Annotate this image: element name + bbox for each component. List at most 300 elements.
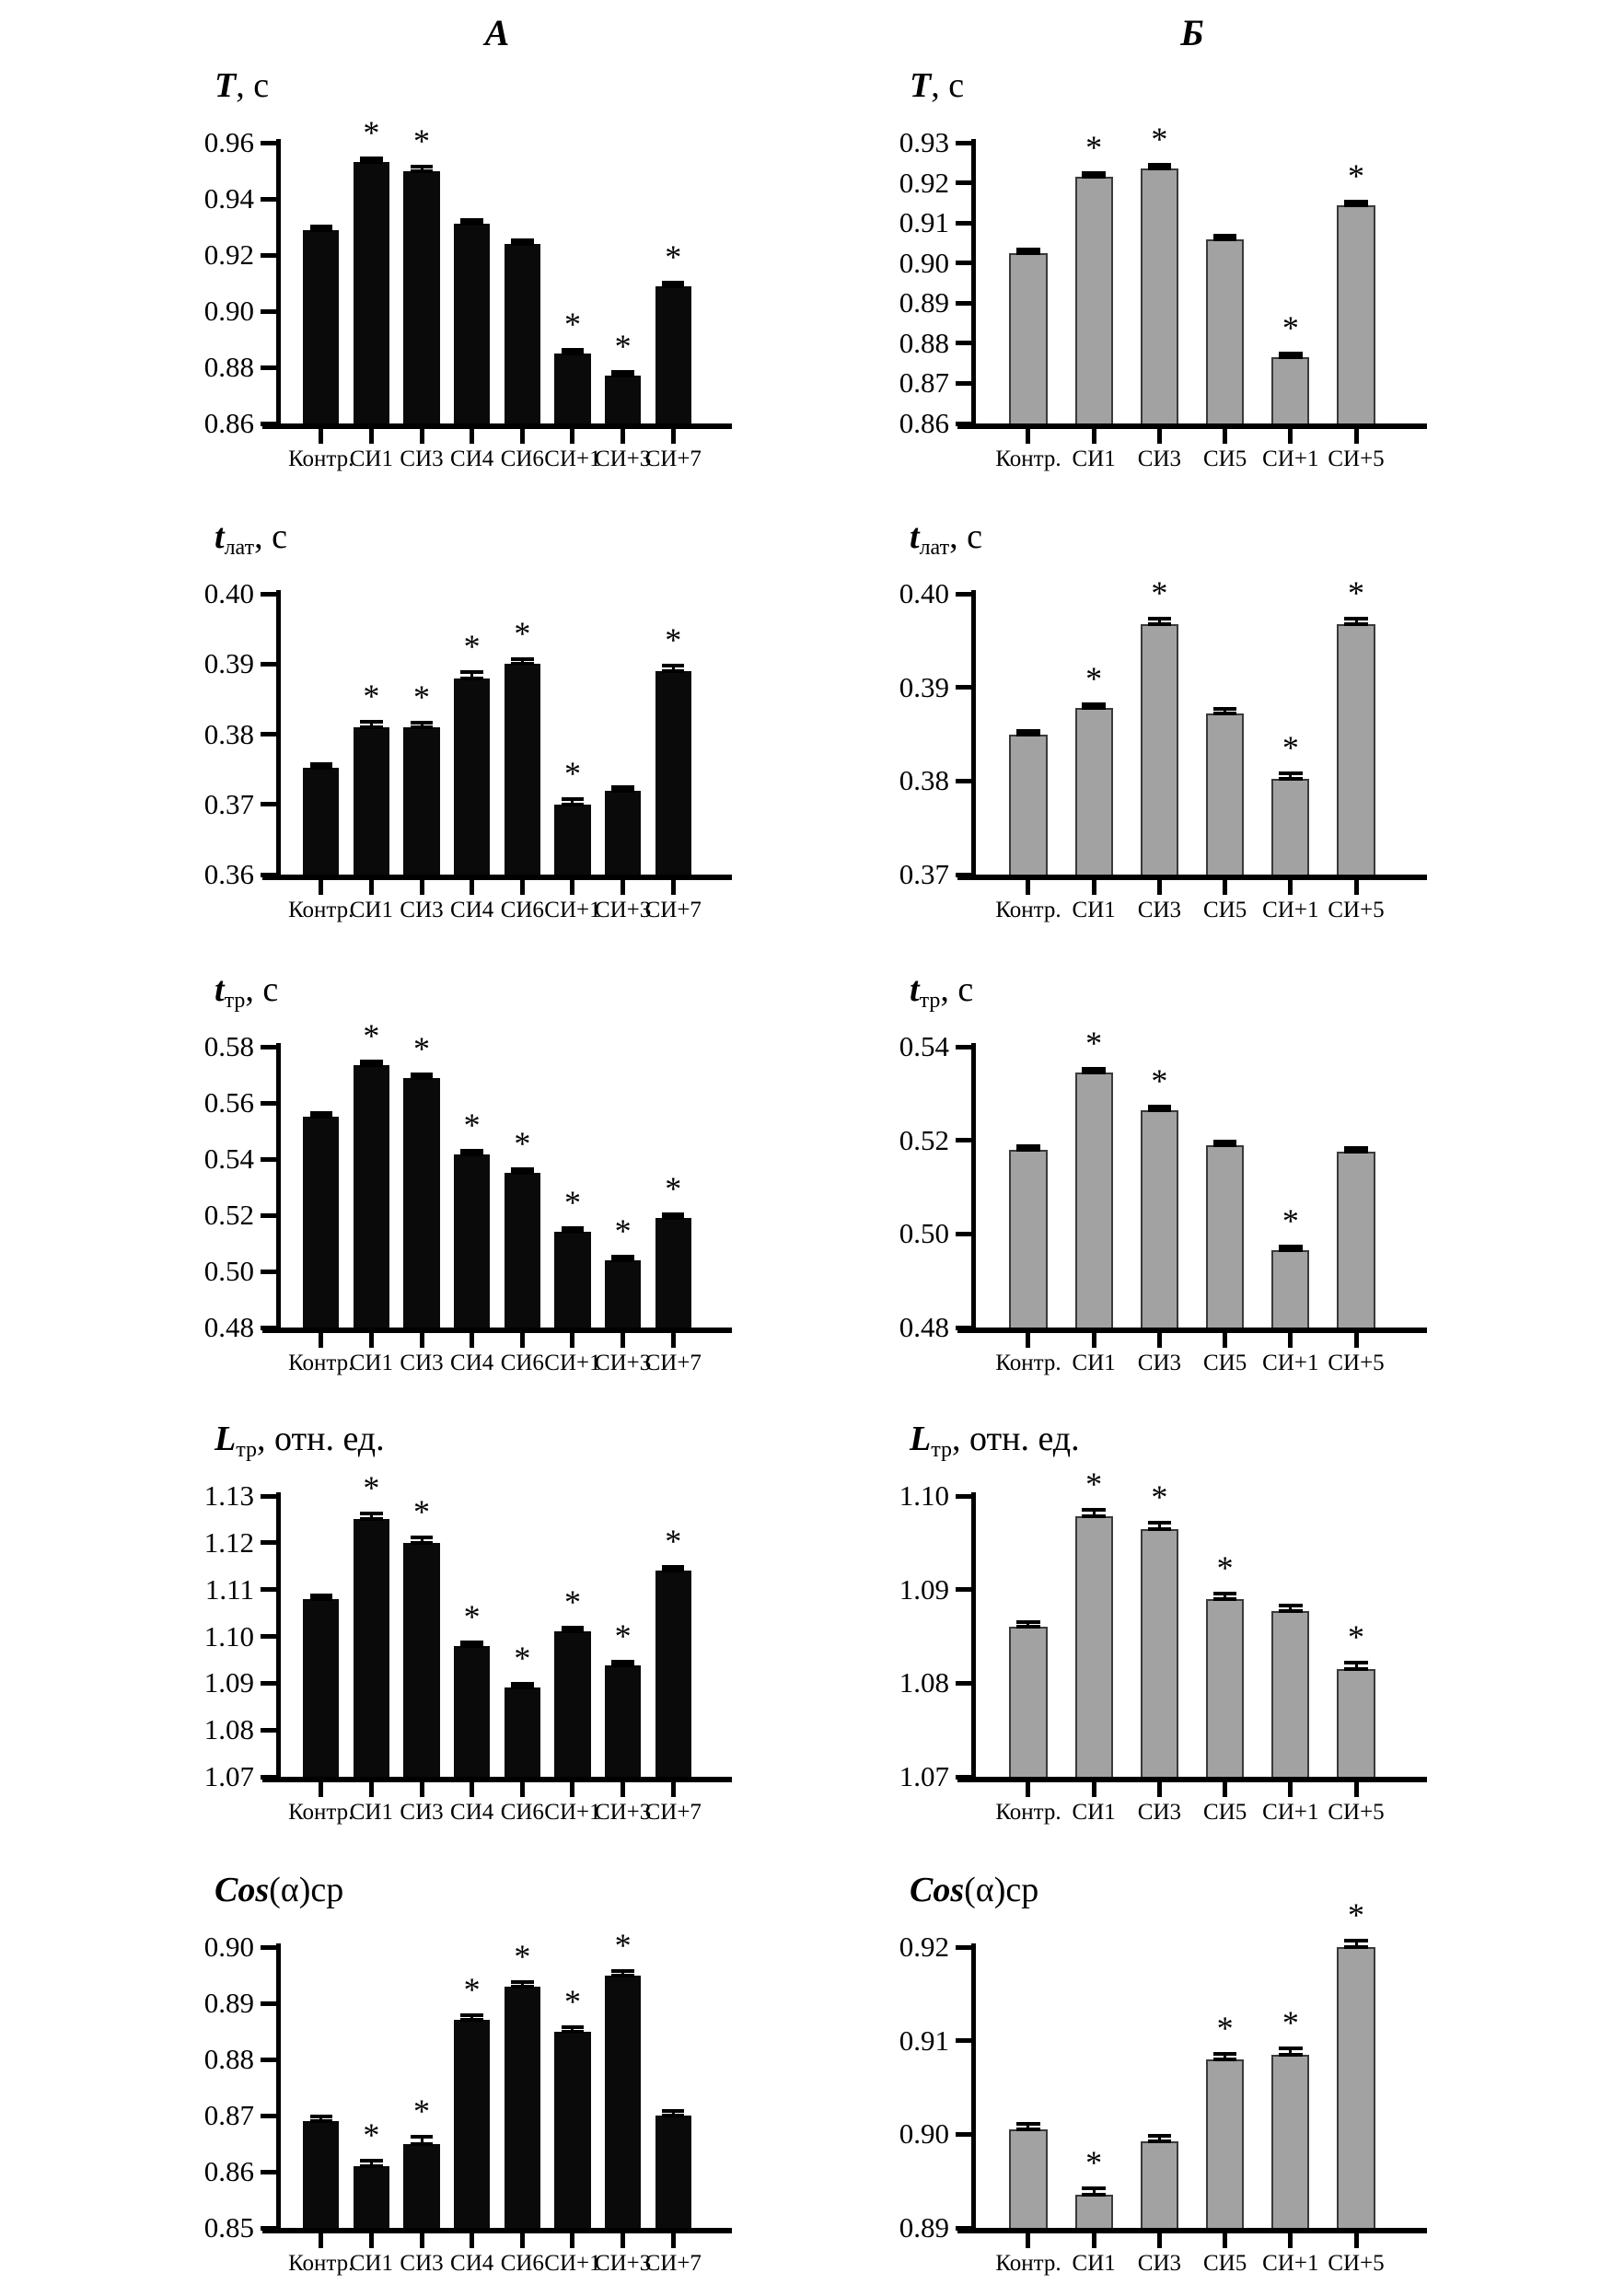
- significance-asterisk: *: [514, 1640, 531, 1677]
- chart-title-main: L: [215, 1420, 237, 1458]
- chart-title: [215, 1870, 343, 1914]
- y-axis-tick: [956, 2226, 971, 2231]
- y-axis: [971, 139, 976, 427]
- error-bar-base-cap: [1148, 2139, 1172, 2143]
- plot-area: [899, 121, 1409, 471]
- x-axis-tick: [420, 429, 424, 444]
- significance-asterisk: *: [563, 305, 581, 342]
- significance-asterisk: *: [614, 328, 632, 365]
- x-axis-tick: [520, 1782, 525, 1797]
- error-bar-base-cap: [310, 2119, 332, 2123]
- error-bar-cap: [1016, 2122, 1040, 2126]
- error-bar-base-cap: [310, 1597, 332, 1601]
- y-axis-tick: [956, 341, 971, 345]
- bar-СИ+5: [1337, 624, 1375, 875]
- error-bar-cap: [662, 664, 684, 667]
- y-axis-tick: [261, 197, 276, 202]
- error-bar-base-cap: [460, 677, 482, 680]
- y-axis-tick: [261, 1587, 276, 1592]
- significance-asterisk: *: [1085, 659, 1103, 697]
- y-tick-label: 0.89: [899, 286, 949, 319]
- y-axis-tick: [261, 662, 276, 667]
- error-bar-cap: [360, 1512, 382, 1515]
- chart-title-sub: тр: [931, 1438, 952, 1462]
- chart-title-unit: , с: [940, 970, 974, 1009]
- y-axis-tick: [261, 2058, 276, 2062]
- x-axis-tick: [570, 880, 574, 895]
- x-axis-tick: [1288, 1782, 1293, 1797]
- y-axis-tick: [261, 141, 276, 145]
- x-axis-tick: [621, 880, 625, 895]
- x-axis-tick: [621, 1333, 625, 1348]
- error-bar-base-cap: [411, 1541, 433, 1545]
- error-bar-base-cap: [1082, 175, 1106, 179]
- bar-СИ4: [454, 678, 490, 875]
- x-category-label: Контр.: [288, 898, 354, 922]
- y-axis-tick: [261, 1101, 276, 1106]
- significance-asterisk: *: [1151, 1061, 1168, 1099]
- y-axis-tick: [956, 1587, 971, 1592]
- chart-title: [910, 969, 973, 1014]
- y-tick-label: 0.39: [203, 647, 254, 680]
- x-category-label: СИ5: [1202, 1351, 1247, 1375]
- x-category-label: Контр.: [288, 446, 354, 471]
- significance-asterisk: *: [413, 2093, 431, 2130]
- plot-area: [899, 1896, 1409, 2276]
- error-bar-cap: [511, 657, 533, 661]
- error-bar-base-cap: [1344, 203, 1368, 207]
- error-bar-base-cap: [511, 242, 533, 246]
- chart-title-unit: (α)ср: [269, 1871, 344, 1909]
- bar-СИ5: [1206, 2059, 1244, 2228]
- error-bar-base-cap: [662, 669, 684, 673]
- significance-asterisk: *: [413, 1492, 431, 1530]
- y-axis-tick: [261, 732, 276, 736]
- bar-СИ5: [1206, 1599, 1244, 1777]
- y-axis-tick: [261, 1728, 276, 1733]
- x-category-label: СИ+7: [644, 446, 702, 471]
- x-category-label: Контр.: [995, 446, 1061, 471]
- bar-СИ1: [1075, 177, 1113, 423]
- x-category-label: СИ+5: [1328, 446, 1385, 471]
- x-axis-tick: [1026, 2233, 1030, 2248]
- y-axis-tick: [261, 1634, 276, 1639]
- significance-asterisk: *: [1216, 1548, 1234, 1586]
- y-axis: [971, 1043, 976, 1331]
- error-bar-cap: [411, 165, 433, 168]
- error-bar-base-cap: [460, 2018, 482, 2022]
- plot-area: [899, 1024, 1409, 1375]
- y-tick-label: 0.38: [899, 764, 949, 797]
- x-axis-tick: [369, 1333, 374, 1348]
- error-bar-base-cap: [1213, 1597, 1237, 1601]
- x-axis-tick: [319, 1782, 323, 1797]
- x-axis-tick: [1092, 2233, 1096, 2248]
- error-bar-base-cap: [1016, 1148, 1040, 1152]
- bar-СИ+1: [554, 354, 590, 423]
- error-bar-base-cap: [411, 725, 433, 729]
- x-axis-tick: [621, 1782, 625, 1797]
- x-category-label: СИ3: [1137, 2251, 1181, 2276]
- significance-asterisk: *: [413, 122, 431, 159]
- error-bar-base-cap: [360, 725, 382, 729]
- bar-СИ4: [454, 1646, 490, 1777]
- error-bar-base-cap: [1344, 622, 1368, 626]
- error-bar-base-cap: [1082, 706, 1106, 710]
- y-axis-tick: [956, 381, 971, 386]
- x-category-label: СИ+1: [544, 898, 601, 922]
- error-bar-base-cap: [511, 1686, 533, 1689]
- error-bar-cap: [1082, 1508, 1106, 1512]
- y-tick-label: 1.10: [899, 1479, 949, 1512]
- error-bar-base-cap: [662, 2114, 684, 2117]
- chart-title: [910, 1419, 1080, 1463]
- error-bar-cap: [1344, 1661, 1368, 1664]
- y-tick-label: 0.54: [203, 1142, 254, 1175]
- x-category-label: Контр.: [995, 898, 1061, 922]
- error-bar-base-cap: [562, 803, 584, 806]
- plot-area: [203, 1469, 713, 1825]
- y-axis: [276, 1943, 281, 2232]
- x-category-label: СИ+7: [644, 898, 702, 922]
- x-category-label: СИ3: [1137, 898, 1181, 922]
- error-bar-cap: [662, 2109, 684, 2113]
- significance-asterisk: *: [463, 1597, 481, 1635]
- x-axis-tick: [520, 429, 525, 444]
- y-tick-label: 0.90: [899, 2117, 949, 2151]
- x-axis-tick: [570, 1782, 574, 1797]
- error-bar-cap: [1016, 1620, 1040, 1624]
- x-axis-tick: [1223, 1333, 1227, 1348]
- x-category-label: СИ+1: [544, 2251, 601, 2276]
- y-axis-tick: [956, 685, 971, 690]
- bar-СИ3: [1141, 624, 1178, 875]
- x-category-label: СИ3: [400, 2251, 444, 2276]
- x-axis-tick: [1026, 1782, 1030, 1797]
- bar-СИ+1: [1271, 1611, 1309, 1777]
- x-category-label: СИ6: [500, 1800, 544, 1825]
- x-axis-tick: [570, 2233, 574, 2248]
- chart-title: [910, 65, 964, 110]
- x-axis-tick: [1092, 880, 1096, 895]
- y-axis-tick: [956, 301, 971, 306]
- x-axis-tick: [1092, 1782, 1096, 1797]
- significance-asterisk: *: [463, 1106, 481, 1143]
- x-category-label: СИ+1: [544, 1351, 601, 1375]
- y-tick-label: 1.09: [203, 1666, 254, 1699]
- bar-Контр.: [303, 230, 339, 423]
- x-axis-tick: [520, 880, 525, 895]
- error-bar-base-cap: [562, 352, 584, 355]
- significance-asterisk: *: [665, 1170, 682, 1208]
- y-axis-tick: [956, 180, 971, 185]
- chart-cell-cos-b: [829, 1855, 1473, 2295]
- y-axis-tick: [956, 1045, 971, 1049]
- y-tick-label: 0.56: [203, 1086, 254, 1119]
- error-bar-base-cap: [1016, 2128, 1040, 2131]
- significance-asterisk: *: [1085, 1466, 1103, 1503]
- y-tick-label: 0.92: [203, 238, 254, 271]
- x-axis-tick: [420, 2233, 424, 2248]
- x-category-label: Контр.: [995, 2251, 1061, 2276]
- x-axis-tick: [1223, 429, 1227, 444]
- x-axis-tick: [369, 1782, 374, 1797]
- significance-asterisk: *: [665, 1523, 682, 1560]
- bar-СИ+7: [655, 1218, 691, 1328]
- chart-title-sub: тр: [236, 1438, 257, 1462]
- error-bar-cap: [1213, 1592, 1237, 1595]
- x-category-label: СИ5: [1202, 446, 1247, 471]
- y-tick-label: 1.09: [899, 1572, 949, 1606]
- x-category-label: СИ3: [1137, 1351, 1181, 1375]
- bar-СИ3: [1141, 168, 1178, 423]
- error-bar-base-cap: [1213, 2058, 1237, 2061]
- chart-cell-cos-a: [133, 1855, 778, 2295]
- error-bar-cap: [511, 1980, 533, 1984]
- chart-title-main: t: [910, 517, 920, 556]
- error-bar-base-cap: [662, 284, 684, 288]
- bar-СИ3: [1141, 1110, 1178, 1328]
- error-bar-base-cap: [611, 1974, 633, 1977]
- error-bar-base-cap: [611, 789, 633, 793]
- bar-СИ+1: [1271, 357, 1309, 423]
- bar-СИ5: [1206, 1145, 1244, 1328]
- error-bar-cap: [411, 1536, 433, 1539]
- x-category-label: СИ3: [1137, 446, 1181, 471]
- y-tick-label: 0.85: [203, 2211, 254, 2244]
- y-tick-label: 0.92: [899, 166, 949, 199]
- error-bar-base-cap: [1213, 712, 1237, 715]
- plot-area: [899, 1466, 1409, 1825]
- error-bar-cap: [611, 1969, 633, 1973]
- chart-title: [910, 1870, 1038, 1914]
- y-axis: [276, 1043, 281, 1331]
- y-tick-label: 0.94: [203, 182, 254, 215]
- bar-Контр.: [303, 1599, 339, 1777]
- x-axis-tick: [1354, 1782, 1359, 1797]
- error-bar-base-cap: [1344, 1945, 1368, 1949]
- y-axis: [276, 1492, 281, 1780]
- y-axis: [971, 1943, 976, 2232]
- significance-asterisk: *: [1348, 1896, 1365, 1933]
- x-axis-tick: [420, 1333, 424, 1348]
- x-category-label: СИ+3: [594, 898, 652, 922]
- x-category-label: СИ6: [500, 898, 544, 922]
- y-axis-tick: [261, 1681, 276, 1686]
- chart-title: [910, 516, 982, 561]
- error-bar-base-cap: [611, 374, 633, 377]
- x-category-label: СИ+5: [1328, 1351, 1385, 1375]
- x-category-label: СИ+5: [1328, 2251, 1385, 2276]
- y-tick-label: 1.13: [203, 1479, 254, 1512]
- x-category-label: СИ+7: [644, 1351, 702, 1375]
- chart-title-unit: , с: [949, 517, 982, 556]
- significance-asterisk: *: [1282, 309, 1299, 347]
- y-axis-tick: [261, 802, 276, 806]
- y-tick-label: 0.50: [203, 1255, 254, 1287]
- error-bar-base-cap: [360, 2164, 382, 2168]
- y-tick-label: 0.91: [899, 2023, 949, 2057]
- x-axis-tick: [1157, 2233, 1162, 2248]
- error-bar-base-cap: [1279, 777, 1303, 781]
- x-axis-tick: [1092, 1333, 1096, 1348]
- x-axis-tick: [1354, 429, 1359, 444]
- bar-СИ+3: [605, 1665, 641, 1777]
- significance-asterisk: *: [665, 620, 682, 658]
- x-axis-tick: [369, 2233, 374, 2248]
- bar-Контр.: [1009, 1627, 1047, 1777]
- x-category-label: СИ+1: [544, 446, 601, 471]
- y-axis-tick: [956, 1945, 971, 1950]
- significance-asterisk: *: [563, 1184, 581, 1222]
- error-bar-base-cap: [360, 1063, 382, 1067]
- x-category-label: СИ4: [450, 1351, 494, 1375]
- error-bar-cap: [1344, 617, 1368, 620]
- error-bar-base-cap: [611, 1664, 633, 1667]
- bar-СИ3: [1141, 2141, 1178, 2228]
- error-bar-cap: [1148, 1521, 1172, 1525]
- significance-asterisk: *: [563, 1982, 581, 2020]
- chart-title-sub: лат: [224, 536, 255, 560]
- x-axis-tick: [1288, 2233, 1293, 2248]
- x-category-label: СИ+1: [1262, 2251, 1319, 2276]
- y-tick-label: 0.88: [203, 2043, 254, 2075]
- error-bar-base-cap: [411, 169, 433, 173]
- chart-title-main: T: [215, 66, 237, 105]
- x-category-label: СИ+5: [1328, 1800, 1385, 1825]
- significance-asterisk: *: [563, 755, 581, 793]
- error-bar-base-cap: [1344, 1667, 1368, 1671]
- significance-asterisk: *: [1282, 2003, 1299, 2041]
- error-bar-base-cap: [562, 2030, 584, 2034]
- y-axis-tick: [261, 2001, 276, 2006]
- x-axis-tick: [1223, 2233, 1227, 2248]
- bar-СИ+3: [605, 1260, 641, 1328]
- x-axis-tick: [621, 429, 625, 444]
- error-bar-cap: [411, 2135, 433, 2139]
- y-axis-tick: [956, 1326, 971, 1330]
- x-category-label: СИ+1: [1262, 1351, 1319, 1375]
- y-tick-label: 0.87: [899, 366, 949, 400]
- y-tick-label: 0.52: [203, 1199, 254, 1231]
- error-bar-cap: [360, 2159, 382, 2163]
- error-bar-base-cap: [310, 766, 332, 770]
- bar-СИ+5: [1337, 1152, 1375, 1328]
- chart-cell-Ltr-a: [133, 1404, 778, 1844]
- significance-asterisk: *: [1282, 729, 1299, 767]
- bar-СИ1: [1075, 708, 1113, 875]
- x-axis: [262, 875, 732, 880]
- y-axis-tick: [261, 2226, 276, 2231]
- error-bar-cap: [411, 721, 433, 725]
- error-bar-base-cap: [1279, 2053, 1303, 2057]
- x-axis-tick: [1354, 2233, 1359, 2248]
- x-category-label: СИ+1: [1262, 1800, 1319, 1825]
- y-tick-label: 0.92: [899, 1931, 949, 1963]
- x-category-label: СИ6: [500, 2251, 544, 2276]
- error-bar-cap: [1213, 707, 1237, 711]
- chart-title-main: Cos: [215, 1871, 270, 1909]
- x-category-label: СИ1: [1072, 2251, 1116, 2276]
- x-category-label: СИ+1: [544, 1800, 601, 1825]
- chart-cell-T-b: [829, 51, 1473, 491]
- y-tick-label: 0.39: [899, 670, 949, 703]
- x-axis-tick: [1026, 880, 1030, 895]
- bar-СИ+3: [605, 376, 641, 423]
- x-axis: [262, 1777, 732, 1782]
- chart-title-unit: , отн. ед.: [257, 1420, 385, 1458]
- x-category-label: СИ+3: [594, 1800, 652, 1825]
- chart-cell-T-a: [133, 51, 778, 491]
- significance-asterisk: *: [514, 614, 531, 652]
- significance-asterisk: *: [1085, 2144, 1103, 2182]
- error-bar-base-cap: [360, 1517, 382, 1521]
- significance-asterisk: *: [363, 677, 380, 714]
- y-tick-label: 0.54: [899, 1030, 949, 1062]
- x-category-label: СИ1: [349, 1800, 393, 1825]
- error-bar-base-cap: [562, 1629, 584, 1633]
- error-bar-base-cap: [1016, 733, 1040, 736]
- y-tick-label: 0.88: [203, 351, 254, 383]
- x-axis-tick: [621, 2233, 625, 2248]
- y-tick-label: 1.12: [203, 1525, 254, 1559]
- error-bar-base-cap: [1082, 1071, 1106, 1074]
- bar-СИ3: [403, 1078, 439, 1328]
- error-bar-base-cap: [511, 662, 533, 666]
- error-bar-base-cap: [310, 228, 332, 232]
- bar-СИ1: [1075, 1516, 1113, 1777]
- error-bar-base-cap: [1082, 2193, 1106, 2197]
- y-tick-label: 0.89: [899, 2211, 949, 2244]
- x-category-label: СИ5: [1202, 1800, 1247, 1825]
- error-bar-cap: [1148, 617, 1172, 620]
- y-tick-label: 0.40: [899, 577, 949, 609]
- error-bar-base-cap: [1279, 1248, 1303, 1252]
- y-tick-label: 0.48: [899, 1311, 949, 1343]
- y-tick-label: 0.90: [899, 246, 949, 279]
- significance-asterisk: *: [1216, 2009, 1234, 2047]
- significance-asterisk: *: [363, 2116, 380, 2153]
- error-bar-base-cap: [611, 1258, 633, 1262]
- y-axis: [971, 1492, 976, 1780]
- x-axis-tick: [470, 880, 474, 895]
- bar-Контр.: [1009, 253, 1047, 423]
- bar-СИ6: [505, 1173, 540, 1328]
- error-bar-base-cap: [460, 1153, 482, 1156]
- x-category-label: СИ+1: [1262, 446, 1319, 471]
- y-axis-tick: [261, 1540, 276, 1545]
- x-category-label: СИ+3: [594, 1351, 652, 1375]
- x-category-label: СИ4: [450, 446, 494, 471]
- y-axis-tick: [261, 1045, 276, 1049]
- bar-Контр.: [1009, 2129, 1047, 2228]
- y-tick-label: 0.91: [899, 206, 949, 239]
- bar-Контр.: [1009, 735, 1047, 875]
- x-axis-tick: [671, 880, 676, 895]
- chart-title-sub: тр: [919, 989, 941, 1013]
- x-axis-tick: [470, 1333, 474, 1348]
- error-bar-base-cap: [662, 1569, 684, 1572]
- x-axis-tick: [420, 880, 424, 895]
- chart-title-unit: , с: [245, 970, 279, 1009]
- error-bar-cap: [1344, 1939, 1368, 1942]
- significance-asterisk: *: [1282, 1202, 1299, 1240]
- x-axis: [262, 2228, 732, 2233]
- x-axis: [262, 1328, 732, 1333]
- chart-title-unit: , отн. ед.: [952, 1420, 1080, 1458]
- bar-СИ3: [403, 171, 439, 424]
- bar-СИ1: [1075, 2195, 1113, 2228]
